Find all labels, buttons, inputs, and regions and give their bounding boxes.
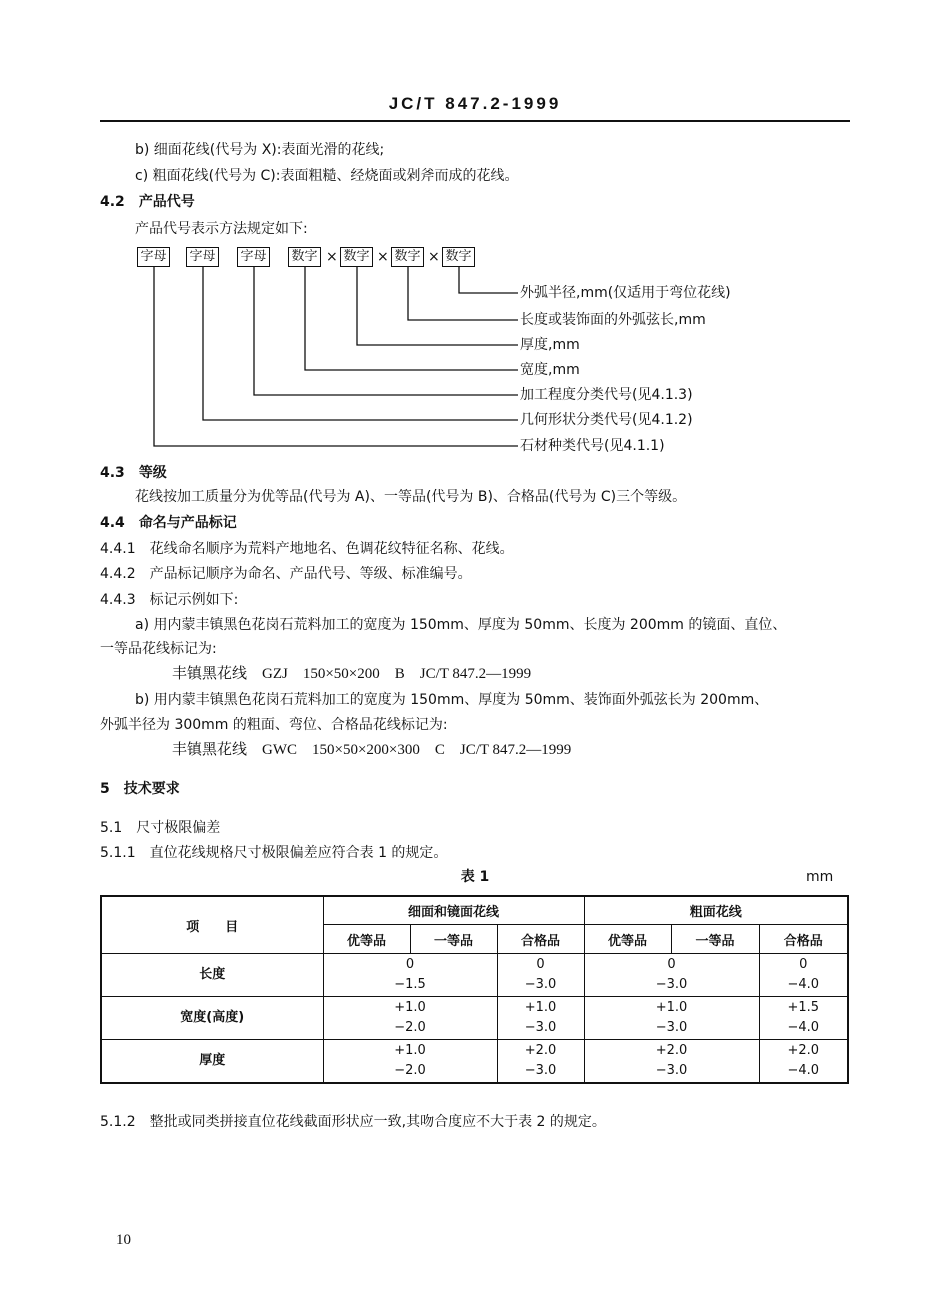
code-label: 外弧半径,mm(仅适用于弯位花线)	[520, 285, 731, 301]
row-item: 厚度	[101, 1040, 323, 1084]
code-box: 字母	[186, 247, 219, 267]
example-a-line1: a) 用内蒙丰镇黑色花岗石荒料加工的宽度为 150mm、厚度为 50mm、长度为 200mm 的镜面、直位、	[135, 617, 787, 633]
value-cell: +2.0 −3.0	[584, 1040, 759, 1084]
value-cell: +1.0 −3.0	[497, 997, 584, 1040]
code-box: 数字	[391, 247, 424, 267]
value-cell: 0 −1.5	[323, 954, 497, 997]
code-label: 长度或装饰面的外弧弦长,mm	[520, 312, 706, 328]
section-5-1-heading: 5.1 尺寸极限偏差	[100, 820, 221, 836]
table-row	[101, 954, 848, 997]
table-row	[101, 997, 848, 1040]
times-sign: ×	[377, 249, 389, 265]
grade-header: 合格品	[497, 925, 584, 954]
value-cell: +1.0 −2.0	[323, 997, 497, 1040]
value-cell: +1.0 −2.0	[323, 1040, 497, 1084]
code-label: 石材种类代号(见4.1.1)	[520, 438, 665, 454]
table-row	[101, 1040, 848, 1084]
grade-header: 优等品	[584, 925, 671, 954]
section-5-1-1: 5.1.1 直位花线规格尺寸极限偏差应符合表 1 的规定。	[100, 845, 448, 861]
value-cell: 0 −3.0	[497, 954, 584, 997]
item-b: b) 细面花线(代号为 X):表面光滑的花线;	[135, 142, 385, 158]
example-a-mark: 丰镇黑花线 GZJ 150×50×200 B JC/T 847.2—1999	[172, 666, 532, 682]
page-number: 10	[116, 1232, 131, 1248]
row-item: 宽度(高度)	[101, 997, 323, 1040]
item-header: 项 目	[101, 896, 323, 954]
grade-header: 一等品	[671, 925, 759, 954]
section-4-2-intro: 产品代号表示方法规定如下:	[135, 221, 308, 237]
section-5-heading: 5 技术要求	[100, 781, 180, 797]
code-box: 数字	[288, 247, 321, 267]
group-header: 细面和镜面花线	[323, 896, 584, 925]
section-4-3-heading: 4.3 等级	[100, 465, 167, 481]
section-4-3-text: 花线按加工质量分为优等品(代号为 A)、一等品(代号为 B)、合格品(代号为 C)三个等级。	[135, 489, 687, 505]
example-b-line1: b) 用内蒙丰镇黑色花岗石荒料加工的宽度为 150mm、厚度为 50mm、装饰面外弧弦长为 200mm、	[135, 692, 769, 708]
value-cell: +1.0 −3.0	[584, 997, 759, 1040]
table-unit: mm	[806, 869, 834, 885]
code-box: 数字	[442, 247, 475, 267]
example-b-mark: 丰镇黑花线 GWC 150×50×200×300 C JC/T 847.2—1999	[172, 742, 572, 758]
example-b-line2: 外弧半径为 300mm 的粗面、弯位、合格品花线标记为:	[100, 717, 448, 733]
item-c: c) 粗面花线(代号为 C):表面粗糙、经烧面或剁斧而成的花线。	[135, 168, 519, 184]
code-box: 字母	[137, 247, 170, 267]
standard-number-header: JC/T 847.2-1999	[388, 94, 562, 113]
tolerance-table	[100, 895, 849, 1084]
table-caption: 表 1	[460, 869, 490, 885]
grade-header: 一等品	[410, 925, 497, 954]
section-4-4-2: 4.4.2 产品标记顺序为命名、产品代号、等级、标准编号。	[100, 566, 472, 582]
value-cell: 0 −3.0	[584, 954, 759, 997]
example-a-line2: 一等品花线标记为:	[100, 641, 217, 657]
section-4-4-heading: 4.4 命名与产品标记	[100, 515, 237, 531]
section-4-2-heading: 4.2 产品代号	[100, 194, 195, 210]
value-cell: +2.0 −4.0	[759, 1040, 848, 1084]
code-label: 宽度,mm	[520, 362, 580, 378]
row-item: 长度	[101, 954, 323, 997]
group-header: 粗面花线	[584, 896, 848, 925]
times-sign: ×	[428, 249, 440, 265]
grade-header: 优等品	[323, 925, 410, 954]
code-label: 加工程度分类代号(见4.1.3)	[520, 387, 693, 403]
leader-lines	[0, 0, 950, 460]
section-4-4-1: 4.4.1 花线命名顺序为荒料产地地名、色调花纹特征名称、花线。	[100, 541, 514, 557]
code-label: 几何形状分类代号(见4.1.2)	[520, 412, 693, 428]
grade-header: 合格品	[759, 925, 848, 954]
code-box: 数字	[340, 247, 373, 267]
value-cell: +1.5 −4.0	[759, 997, 848, 1040]
value-cell: 0 −4.0	[759, 954, 848, 997]
times-sign: ×	[326, 249, 338, 265]
code-label: 厚度,mm	[520, 337, 580, 353]
code-box: 字母	[237, 247, 270, 267]
section-5-1-2: 5.1.2 整批或同类拼接直位花线截面形状应一致,其吻合度应不大于表 2 的规定。	[100, 1114, 606, 1130]
section-4-4-3: 4.4.3 标记示例如下:	[100, 592, 239, 608]
value-cell: +2.0 −3.0	[497, 1040, 584, 1084]
